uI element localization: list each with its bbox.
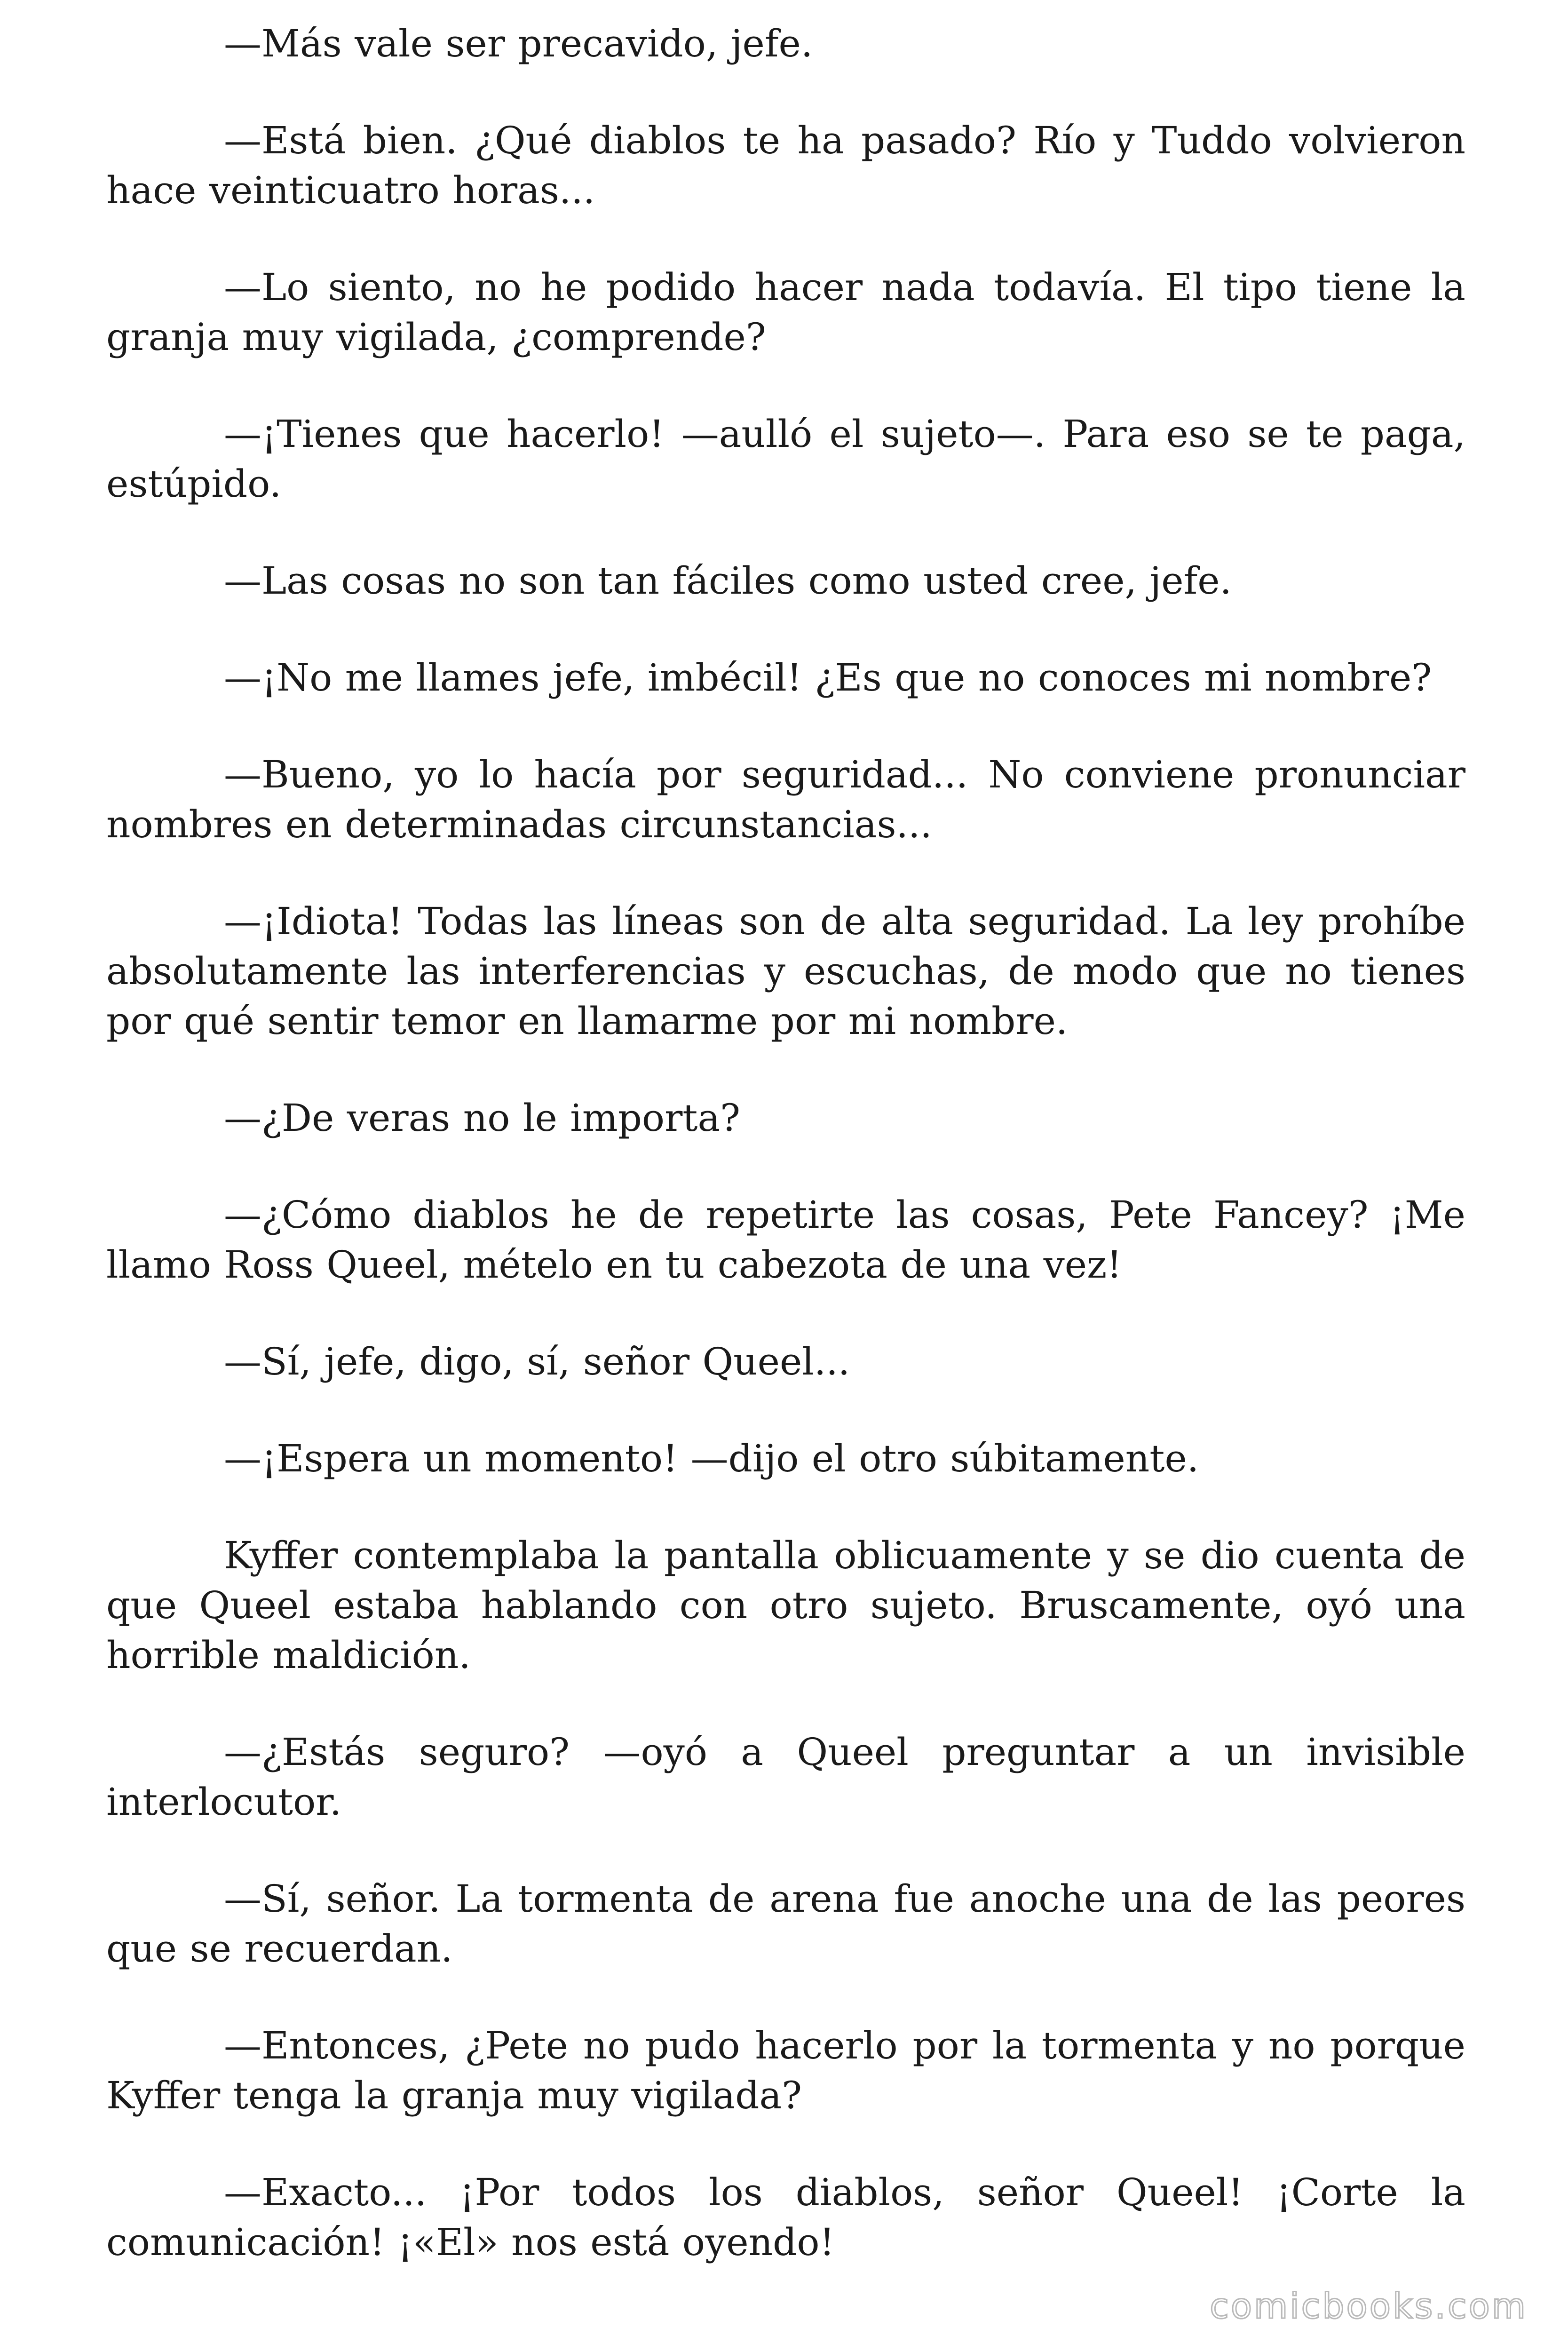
paragraph: —¡Idiota! Todas las líneas son de alta seguridad. La ley prohíbe absolutamente las interferencias y escuchas, de modo que no tienes por qué sentir temor en llamarme por mi nombre. <box>106 899 1465 1043</box>
paragraph: —Lo siento, no he podido hacer nada todavía. El tipo tiene la granja muy vigilada, ¿comprende? <box>106 265 1465 359</box>
paragraph: —¡No me llames jefe, imbécil! ¿Es que no conoces mi nombre? <box>224 656 1432 699</box>
paragraph: —Sí, jefe, digo, sí, señor Queel... <box>224 1340 850 1383</box>
paragraph: —Sí, señor. La tormenta de arena fue anoche una de las peores que se recuerdan. <box>106 1877 1465 1971</box>
paragraph: —¡Tienes que hacerlo! —aulló el sujeto—. Para eso se te paga, estúpido. <box>106 412 1465 506</box>
paragraph: —Las cosas no son tan fáciles como usted cree, jefe. <box>224 559 1232 603</box>
paragraph: —Entonces, ¿Pete no pudo hacerlo por la tormenta y no porque Kyffer tenga la granja muy vigilada? <box>106 2024 1465 2117</box>
watermark: comicbooks.com <box>1210 2286 1528 2327</box>
book-page-text <box>106 19 1465 2314</box>
paragraph: Kyffer contemplaba la pantalla oblicuamente y se dio cuenta de que Queel estaba hablando con otro sujeto. Bruscamente, oyó una horrible maldición. <box>106 1534 1465 1677</box>
paragraph: —Está bien. ¿Qué diablos te ha pasado? Río y Tuddo volvieron hace veinticuatro horas... <box>106 119 1465 212</box>
paragraph: —Exacto... ¡Por todos los diablos, señor Queel! ¡Corte la comunicación! ¡«El» nos está oyendo! <box>106 2170 1465 2264</box>
paragraph: —¿Estás seguro? —oyó a Queel preguntar a un invisible interlocutor. <box>106 1730 1465 1824</box>
paragraph: —¡Espera un momento! —dijo el otro súbitamente. <box>224 1437 1199 1480</box>
paragraph: —¿De veras no le importa? <box>224 1096 741 1140</box>
paragraph: —Más vale ser precavido, jefe. <box>224 22 813 65</box>
paragraph: —¿Cómo diablos he de repetirte las cosas, Pete Fancey? ¡Me llamo Ross Queel, mételo en tu cabezota de una vez! <box>106 1193 1465 1287</box>
paragraph: —Bueno, yo lo hacía por seguridad... No conviene pronunciar nombres en determinadas circunstancias... <box>106 753 1465 846</box>
